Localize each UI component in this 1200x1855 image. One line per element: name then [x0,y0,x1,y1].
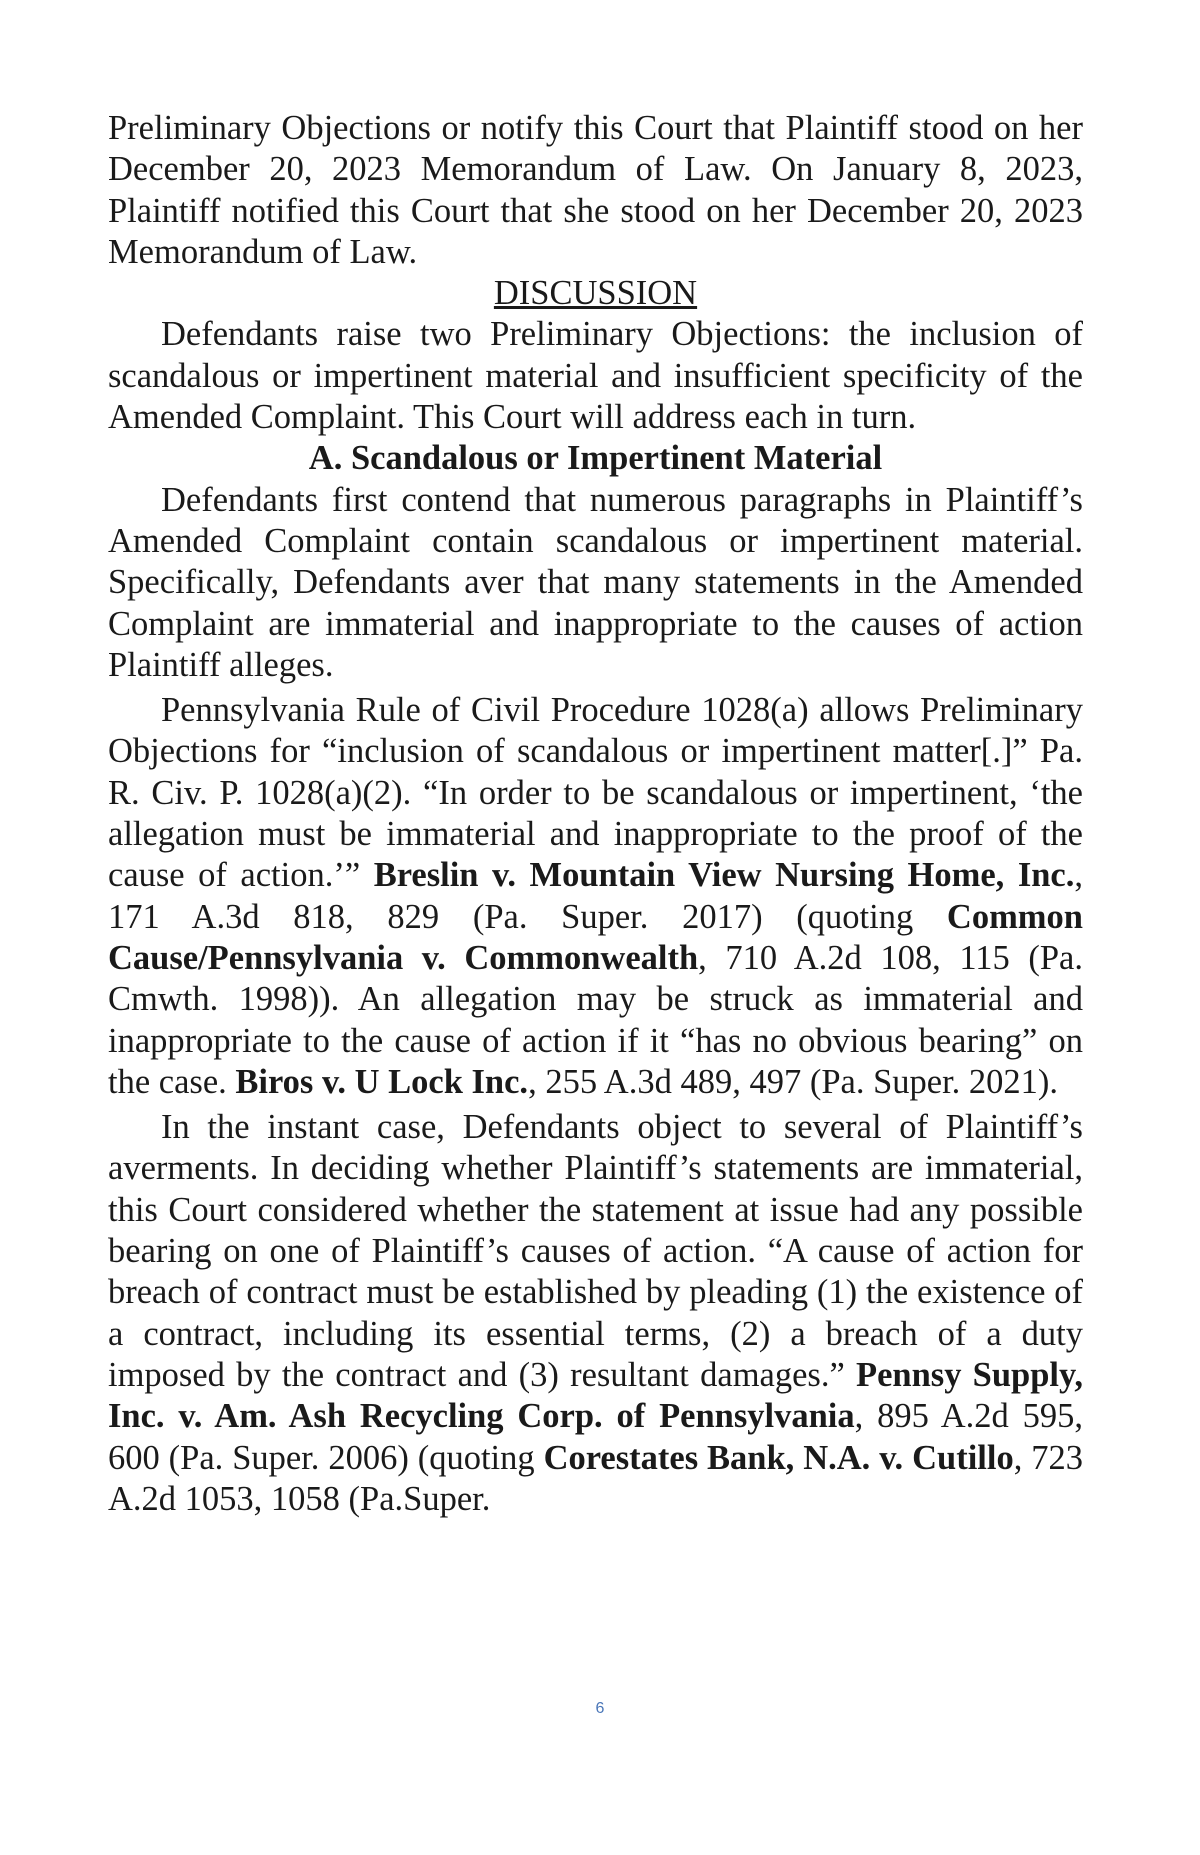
case-citation-pennsy-supply: Pennsy Supply, Inc. v. Am. Ash Recycling Corp. of Pennsylvania [108,1355,1083,1436]
case-citation-biros: Biros v. U Lock Inc. [235,1062,529,1101]
rule-text-2: , 171 A.3d 818, 829 (Pa. Super. 2017) (quoting [108,856,1083,936]
case-citation-breslin: Breslin v. Mountain View Nursing Home, Inc. [373,856,1075,895]
rule-paragraph [108,690,1083,1103]
instant-text-3: , 723 A.2d 1053, 1058 (Pa.Super. [108,1438,1083,1518]
rule-text-1: Pennsylvania Rule of Civil Procedure 1028(a) allows Preliminary Objections for “inclusion of scandalous or impertinent matter[.]” Pa. R. Civ. P. 1028(a)(2). “In order to be scandalous or impertinent, ‘the allegation must be immaterial and inappropriate to the proof of the cause of action.’” [108,691,1083,895]
rule-text-3: , 710 A.2d 108, 115 (Pa. Cmwth. 1998)). An allegation may be struck as immaterial and inappropriate to the cause of action if it “has no obvious bearing” on the case. [108,938,1083,1101]
intro-paragraph: Preliminary Objections or notify this Court that Plaintiff stood on her December 20, 2023 Memorandum of Law. On January 8, 2023, Plaintiff notified this Court that she stood on her December 20, 2023 Memorandum of Law. [108,109,1083,271]
discussion-heading: DISCUSSION [493,274,698,313]
instant-text-1: In the instant case, Defendants object to several of Plaintiff’s averments. In deciding whether Plaintiff’s statements are immaterial, this Court considered whether the statement at issue had any possible bearing on one of Plaintiff’s causes of action. “A cause of action for breach of contract must be established by pleading (1) the existence of a contract, including its essential terms, (2) a breach of a duty imposed by the contract and (3) resultant damages.” [108,1108,1083,1394]
section-a-paragraph: Defendants first contend that numerous paragraphs in Plaintiff’s Amended Complaint contain scandalous or impertinent material. Specifically, Defendants aver that many statements in the Amended Complaint are immaterial and inappropriate to the causes of action Plaintiff alleges. [108,480,1083,684]
case-citation-corestates: Corestates Bank, N.A. v. Cutillo [543,1438,1014,1477]
instant-case-paragraph [108,1107,1083,1520]
discussion-paragraph: Defendants raise two Preliminary Objections: the inclusion of scandalous or impertinent material and insufficient specificity of the Amended Complaint. This Court will address each in turn. [108,315,1083,437]
document-body [108,108,1083,1520]
page-number: 6 [595,1700,605,1717]
instant-text-2: , 895 A.2d 595, 600 (Pa. Super. 2006) (quoting [108,1397,1084,1477]
section-a-heading: A. Scandalous or Impertinent Material [308,439,883,478]
case-citation-common-cause: Common Cause/Pennsylvania v. Commonwealth [108,897,1083,977]
rule-text-4: , 255 A.3d 489, 497 (Pa. Super. 2021). [528,1062,1059,1101]
